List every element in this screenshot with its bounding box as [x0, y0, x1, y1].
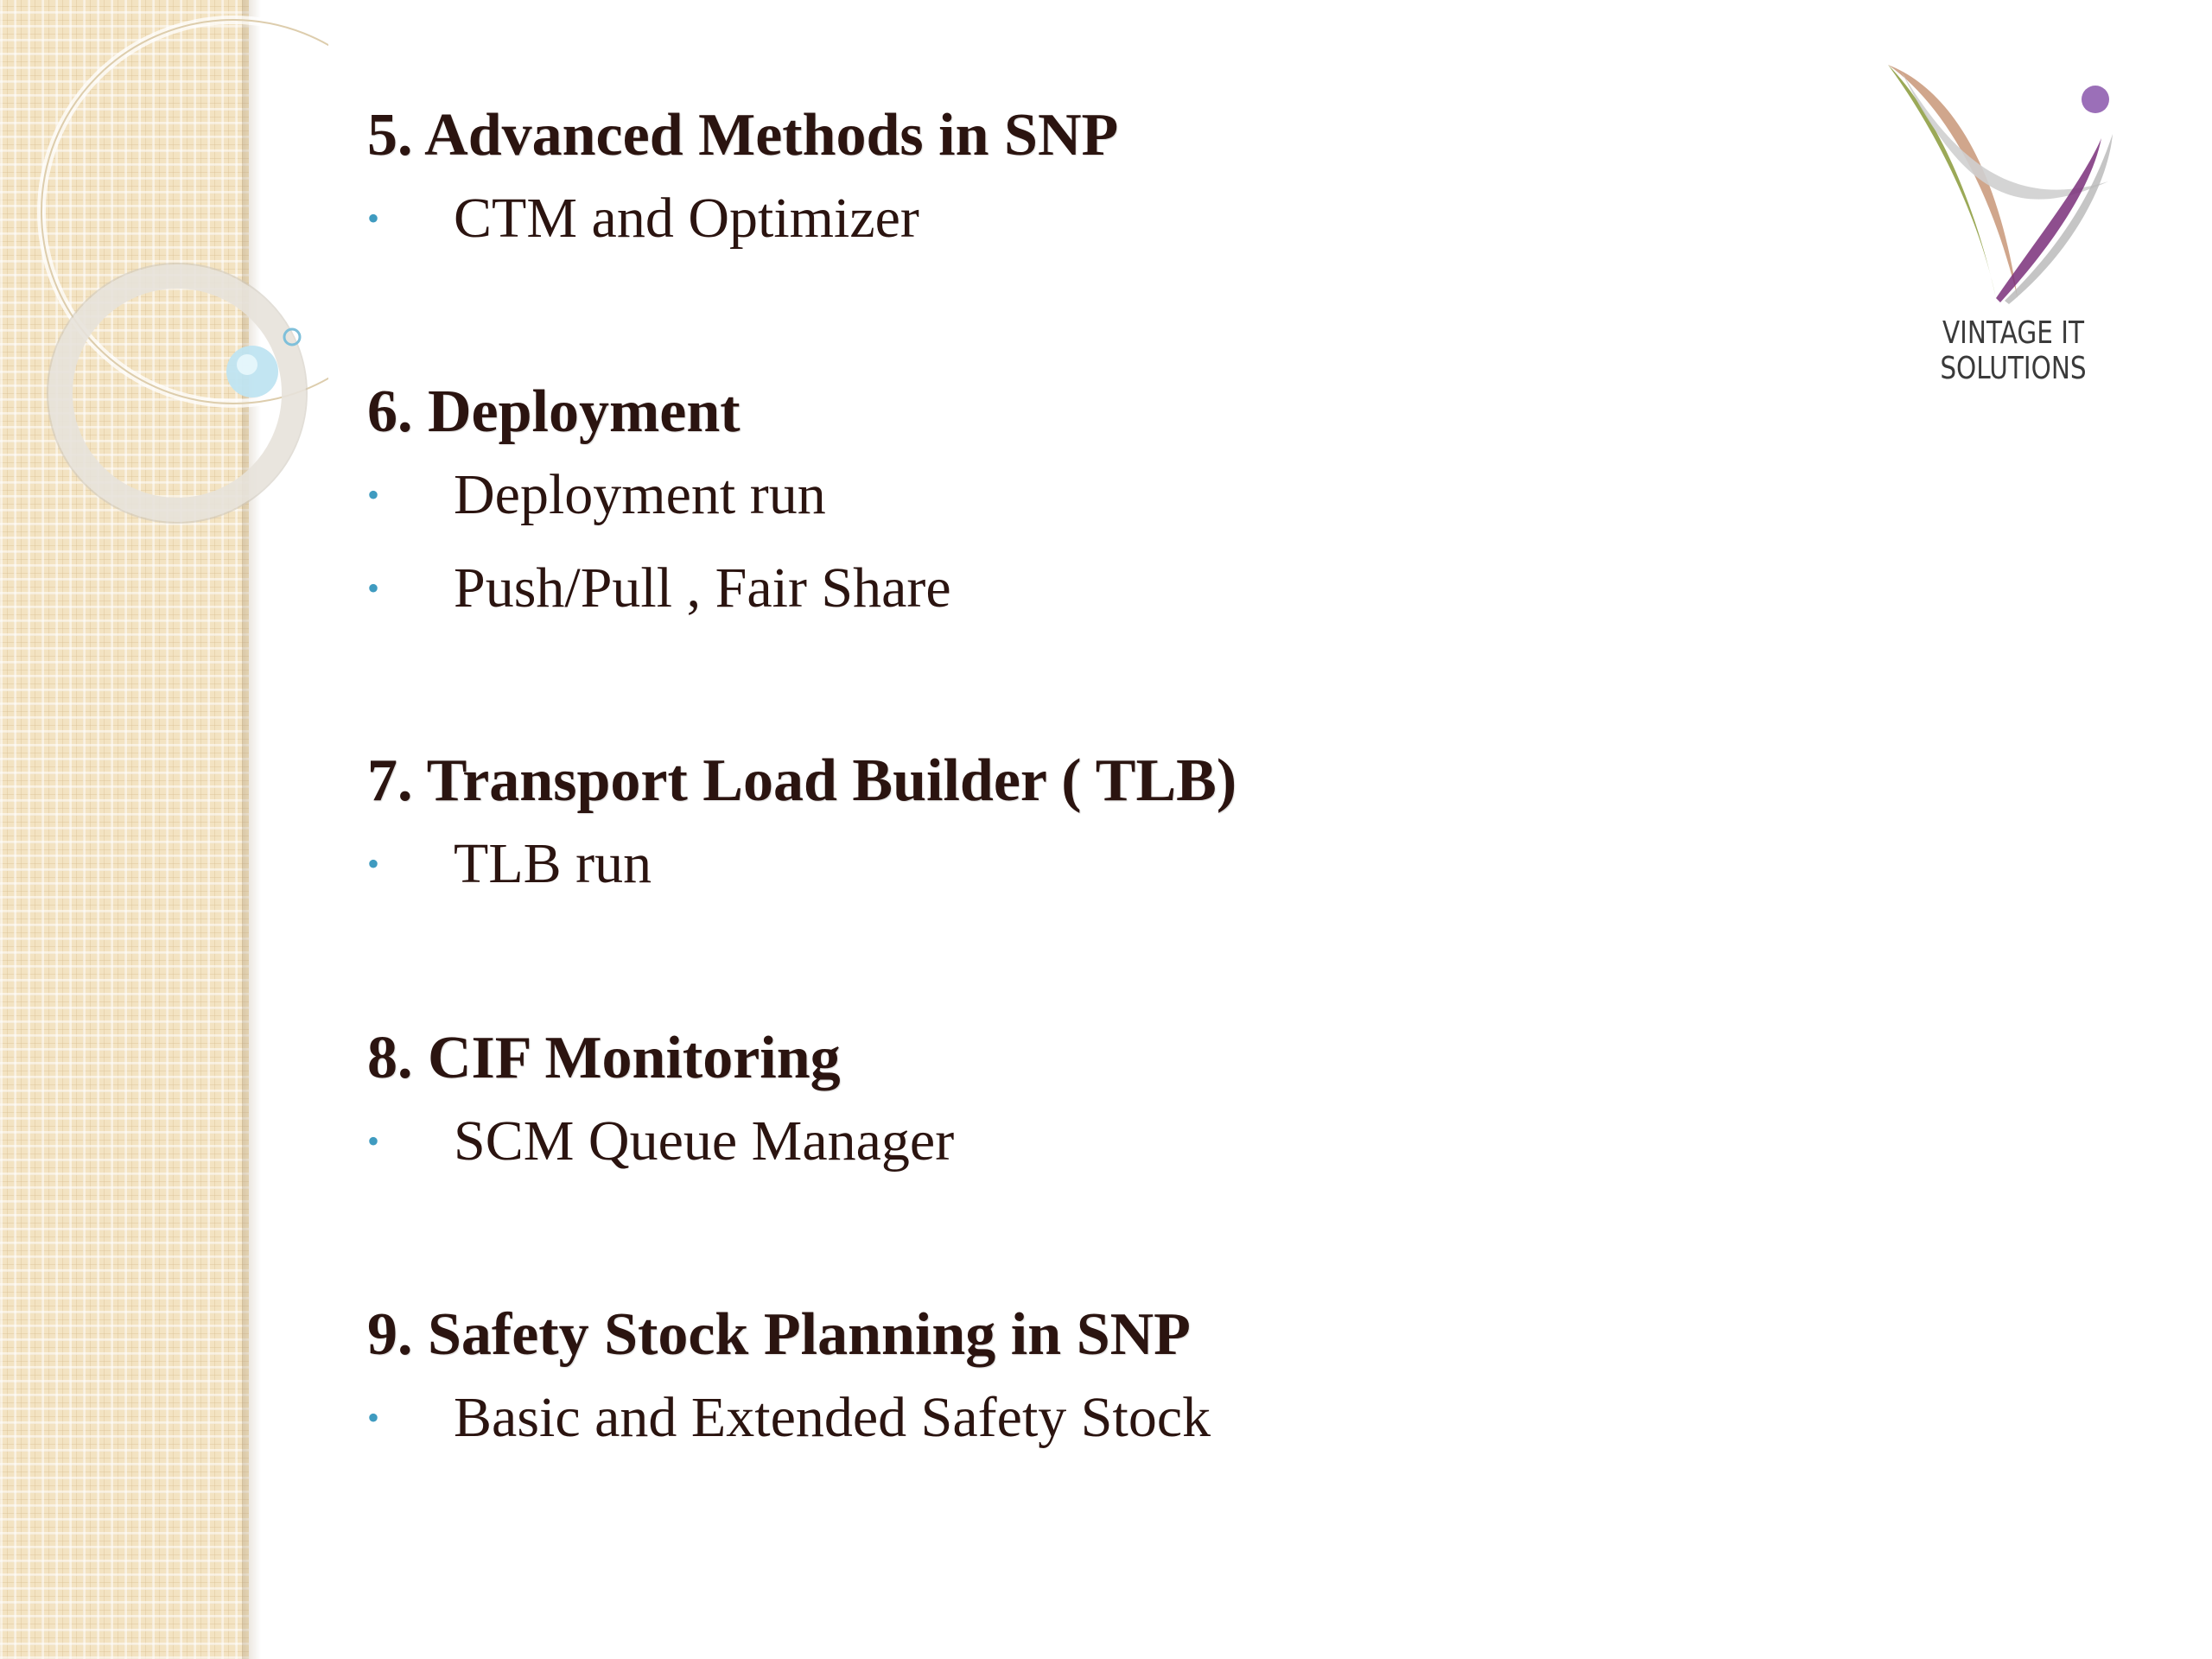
bullet-icon: •	[367, 475, 380, 514]
bullet-icon: •	[367, 569, 380, 607]
list-item-text: CTM and Optimizer	[454, 187, 919, 250]
section-advanced-methods	[367, 99, 1118, 265]
section-deployment	[367, 376, 951, 635]
section-heading: 6. Deployment	[367, 378, 741, 445]
bullet-icon: •	[367, 1398, 380, 1437]
bullet-icon: •	[367, 199, 380, 238]
list-item	[367, 817, 1236, 911]
section-safety-stock	[367, 1299, 1211, 1465]
list-item	[367, 1371, 1211, 1465]
list-item	[367, 1095, 954, 1188]
list-item-text: Basic and Extended Safety Stock	[454, 1386, 1211, 1449]
list-item-text: Push/Pull , Fair Share	[454, 556, 951, 620]
list-item-text: Deployment run	[454, 463, 826, 526]
decorative-rings	[0, 0, 328, 570]
logo-text: VINTAGE IT SOLUTIONS	[1940, 315, 2087, 386]
section-heading: 5. Advanced Methods in SNP	[367, 102, 1119, 168]
list-item	[367, 448, 951, 542]
section-transport-load-builder	[367, 745, 1236, 911]
company-logo	[1849, 52, 2177, 386]
list-item-text: SCM Queue Manager	[454, 1109, 955, 1173]
logo-v-icon	[1849, 52, 2177, 311]
list-item	[367, 542, 951, 635]
section-heading: 7. Transport Load Builder ( TLB)	[367, 747, 1237, 814]
list-item	[367, 172, 1118, 265]
bullet-icon: •	[367, 844, 380, 883]
section-cif-monitoring	[367, 1022, 954, 1188]
section-heading: 9. Safety Stock Planning in SNP	[367, 1301, 1191, 1368]
list-item-text: TLB run	[454, 832, 652, 895]
section-heading: 8. CIF Monitoring	[367, 1025, 841, 1091]
bullet-icon: •	[367, 1122, 380, 1160]
